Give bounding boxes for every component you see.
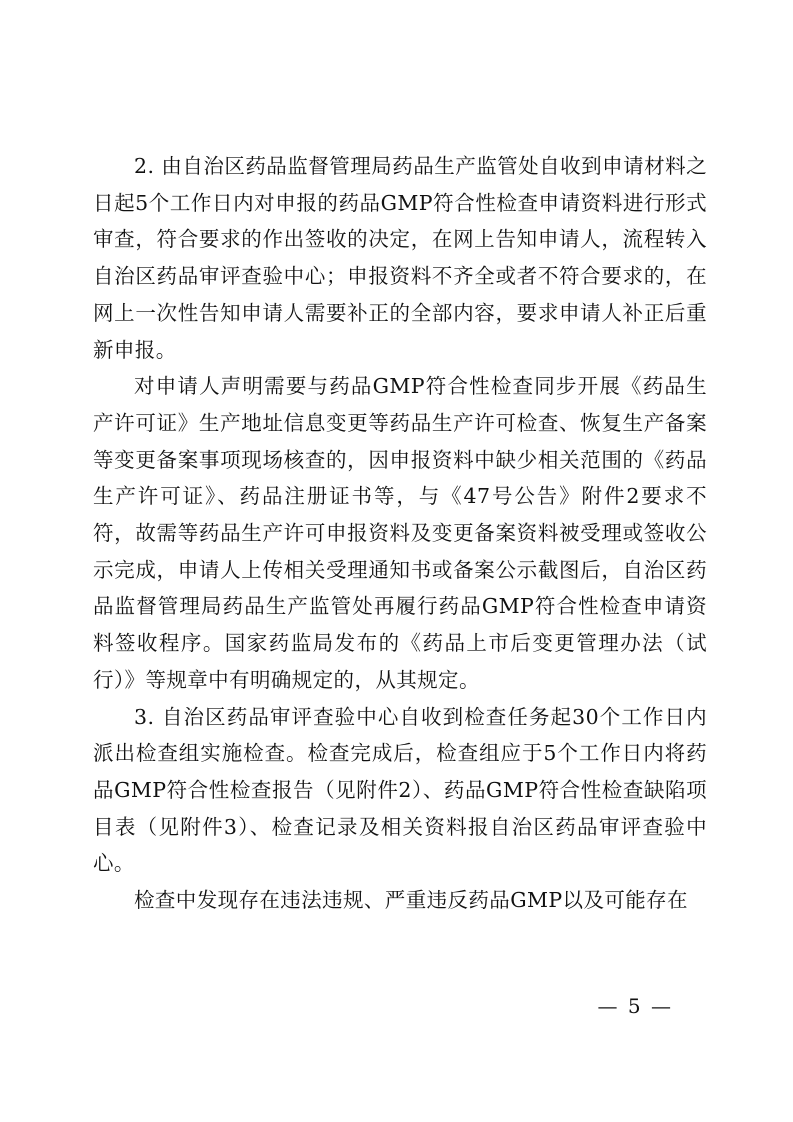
page-number: — 5 — bbox=[597, 994, 673, 1018]
paragraph-violations: 检查中发现存在违法违规、严重违反药品GMP以及可能存在 bbox=[134, 888, 688, 913]
paragraph-synchronous-inspection: 对申请人声明需要与药品GMP符合性检查同步开展《药品生产许可证》生产地址信息变更等药品生产许可检查、恢复生产备案等变更备案事项现场核查的，因申报资料中缺少相关范围的《药品生产许可证》、药品注册证书等，与《47号公告》附件2要求不符，故需等药品生产许可申报资料及变更备案资料被受理或签收公示完成，申请人上传相关受理通知书或备案公示截图后，自治区药品监督管理局药品生产监管处再履行药品GMP符合性检查申请资料签收程序。国家药监局发布的《药品上市后变更管理办法（试行）》等规章中有明确规定的，从其规定。 bbox=[93, 374, 707, 692]
paragraph-item-3-inspection: 3. 自治区药品审评查验中心自收到检查任务起30个工作日内派出检查组实施检查。检查完成后，检查组应于5个工作日内将药品GMP符合性检查报告（见附件2）、药品GMP符合性检查缺陷项目表（见附件3）、检查记录及相关资料报自治区药品审评查验中心。 bbox=[93, 704, 707, 876]
document-body bbox=[93, 148, 707, 919]
paragraph-item-2-review: 2. 由自治区药品监督管理局药品生产监管处自收到申请材料之日起5个工作日内对申报的药品GMP符合性检查申请资料进行形式审查，符合要求的作出签收的决定，在网上告知申请人，流程转入自治区药品审评查验中心；申报资料不齐全或者不符合要求的，在网上一次性告知申请人需要补正的全部内容，要求申请人补正后重新申报。 bbox=[93, 154, 707, 362]
